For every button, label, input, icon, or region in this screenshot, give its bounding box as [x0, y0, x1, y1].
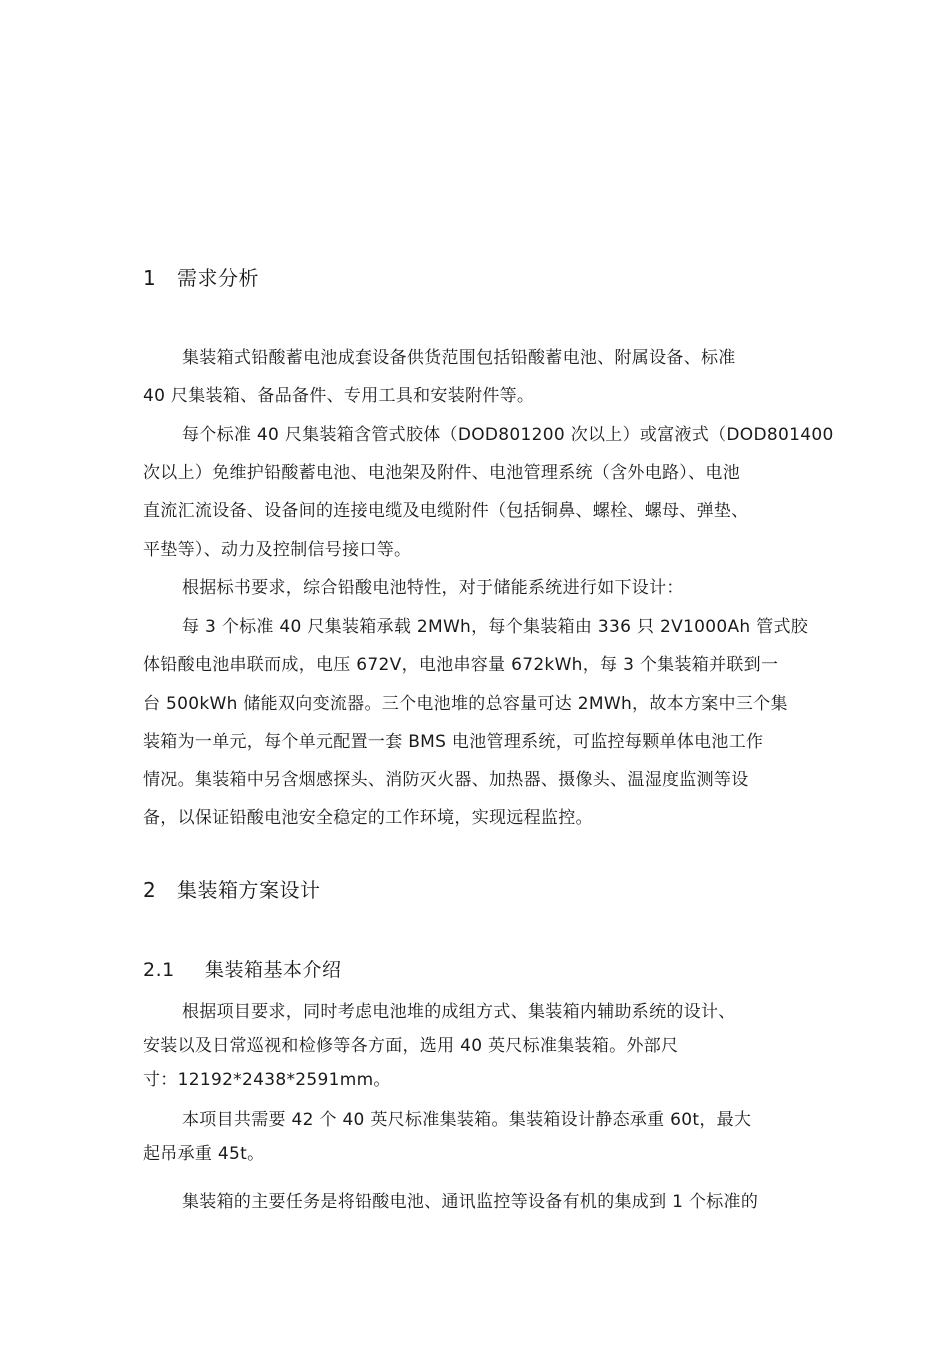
- paragraph-line: 每个标准 40 尺集装箱含管式胶体（DOD801200 次以上）或富液式（DOD801400: [182, 425, 834, 445]
- paragraph-line: 体铅酸电池串联而成，电压 672V，电池串容量 672kWh，每 3 个集装箱并联到一: [143, 655, 779, 675]
- section-title: 集装箱方案设计: [177, 878, 321, 902]
- paragraph-line: 40 尺集装箱、备品备件、专用工具和安装附件等。: [143, 386, 535, 406]
- subsection-heading-2-1: [143, 955, 342, 982]
- paragraph-line: 装箱为一单元，每个单元配置一套 BMS 电池管理系统，可监控每颗单体电池工作: [143, 732, 764, 752]
- paragraph-line: 情况。集装箱中另含烟感探头、消防灭火器、加热器、摄像头、温湿度监测等设: [143, 770, 749, 790]
- paragraph-line: 安装以及日常巡视和检修等各方面，选用 40 英尺标准集装箱。外部尺: [143, 1036, 679, 1056]
- section-number: 1: [143, 266, 157, 290]
- section-heading-1: [143, 262, 259, 291]
- paragraph-line: 集装箱的主要任务是将铅酸电池、通讯监控等设备有机的集成到 1 个标准的: [182, 1192, 759, 1212]
- paragraph-line: 直流汇流设备、设备间的连接电缆及电缆附件（包括铜鼻、螺栓、螺母、弹垫、: [143, 501, 749, 521]
- section-title: 需求分析: [177, 266, 259, 290]
- paragraph-line: 寸：12192*2438*2591mm。: [143, 1070, 391, 1090]
- section-number: 2: [143, 878, 157, 902]
- paragraph-line: 台 500kWh 储能双向变流器。三个电池堆的总容量可达 2MWh，故本方案中三个集: [143, 694, 788, 714]
- paragraph-line: 根据标书要求，综合铅酸电池特性，对于储能系统进行如下设计：: [182, 578, 684, 598]
- paragraph-line: 每 3 个标准 40 尺集装箱承载 2MWh，每个集装箱由 336 只 2V1000Ah 管式胶: [182, 617, 809, 637]
- paragraph-line: 次以上）免维护铅酸蓄电池、电池架及附件、电池管理系统（含外电路）、电池: [143, 463, 740, 483]
- section-number: 2.1: [143, 959, 175, 981]
- paragraph-line: 根据项目要求，同时考虑电池堆的成组方式、集装箱内辅助系统的设计、: [182, 1002, 736, 1022]
- section-title: 集装箱基本介绍: [205, 959, 342, 981]
- paragraph-line: 平垫等）、动力及控制信号接口等。: [143, 540, 412, 560]
- paragraph-line: 本项目共需要 42 个 40 英尺标准集装箱。集装箱设计静态承重 60t，最大: [182, 1110, 752, 1130]
- paragraph-line: 起吊承重 45t。: [143, 1144, 265, 1164]
- paragraph-line: 集装箱式铅酸蓄电池成套设备供货范围包括铅酸蓄电池、附属设备、标准: [182, 348, 736, 368]
- section-heading-2: [143, 874, 321, 903]
- paragraph-line: 备，以保证铅酸电池安全稳定的工作环境，实现远程监控。: [143, 808, 593, 828]
